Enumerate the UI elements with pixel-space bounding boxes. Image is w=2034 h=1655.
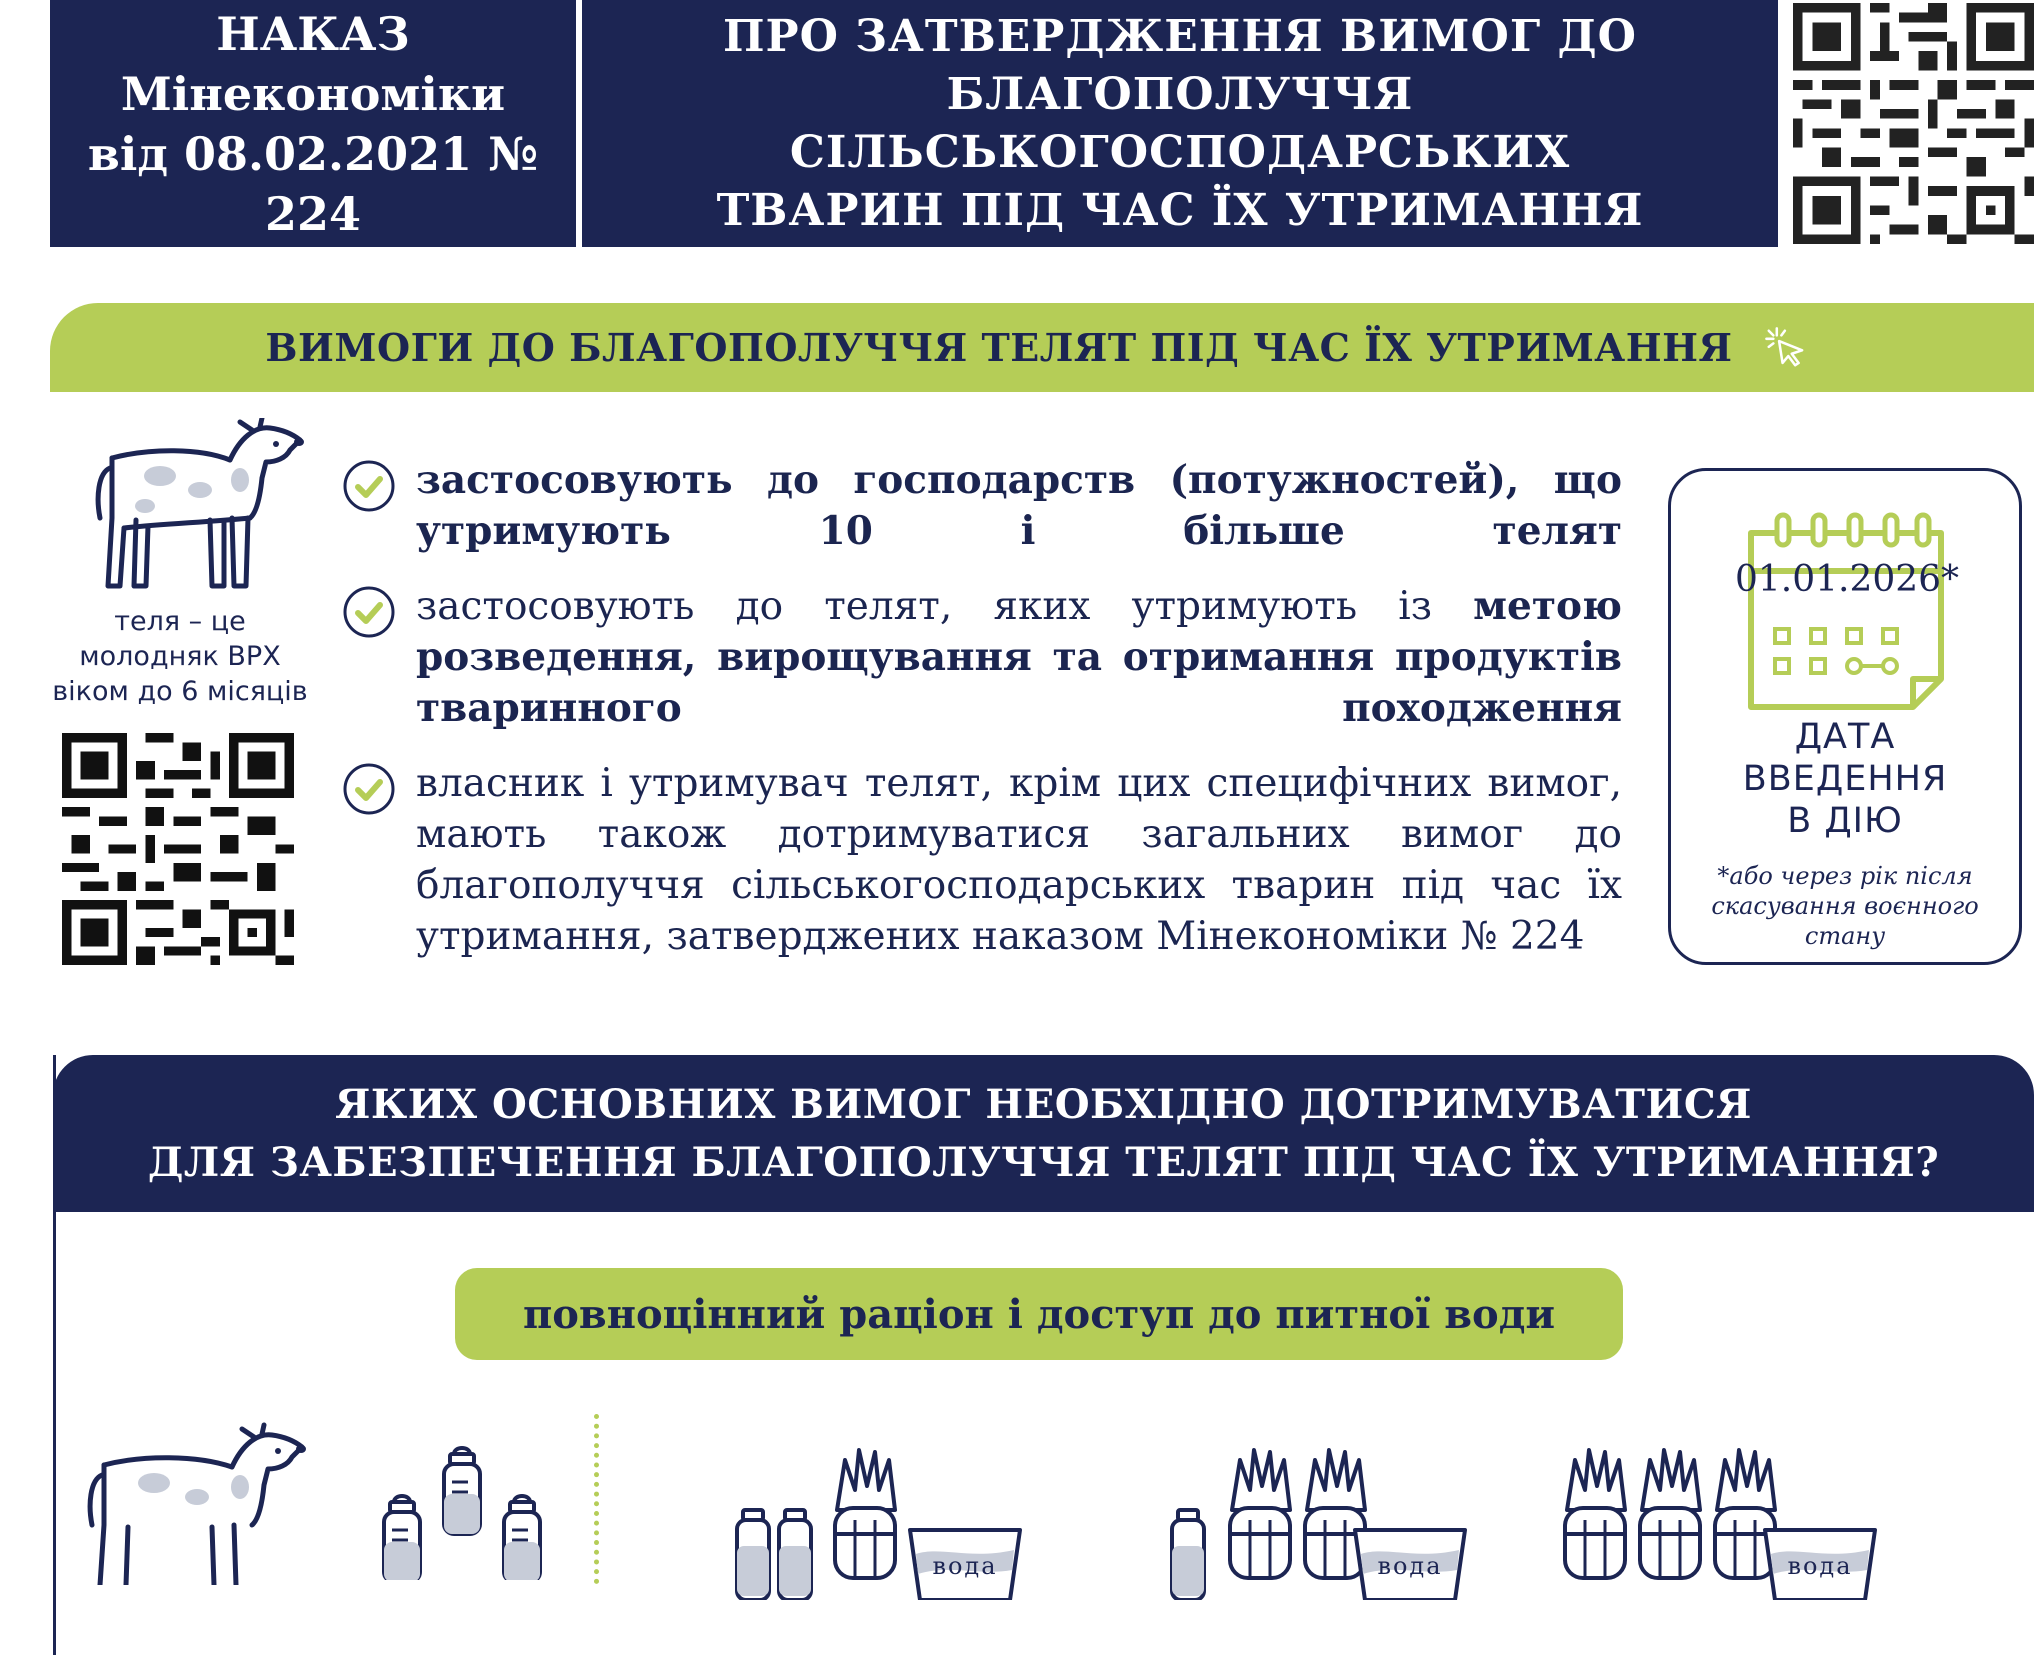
calf-definition-line-1: теля – це	[114, 606, 246, 637]
list-item	[340, 455, 1622, 557]
calendar-icon	[1741, 511, 1951, 716]
question-line-1: ЯКИХ ОСНОВНИХ ВИМОГ НЕОБХІДНО ДОТРИМУВАТИСЯ	[335, 1080, 1752, 1128]
effective-date-label-line-1: ДАТА	[1794, 717, 1896, 757]
list-item	[340, 581, 1622, 734]
cursor-click-icon[interactable]	[1763, 325, 1809, 371]
effective-date-value: 01.01.2026*	[1734, 559, 1960, 600]
effective-date-note	[1671, 861, 2019, 951]
qr-code-icon[interactable]	[1793, 0, 2034, 247]
calf-definition-line-3: віком до 6 місяців	[52, 676, 308, 707]
feed-group-1	[725, 1440, 1025, 1600]
order-title: НАКАЗ	[216, 6, 410, 61]
requirement-2-emphasis: метою розведення, вирощування та отримання продуктів тваринного походження	[416, 583, 1622, 731]
milk-bottle-icon	[372, 1440, 552, 1580]
order-title-line-1: ПРО ЗАТВЕРДЖЕННЯ ВИМОГ ДО	[722, 10, 1637, 62]
diet-water-pill	[455, 1268, 1623, 1360]
section-banner	[50, 303, 2034, 392]
check-circle-icon	[342, 585, 396, 639]
effective-date-card	[1668, 468, 2022, 965]
effective-date-label-line-2: ВВЕДЕННЯ	[1742, 759, 1948, 799]
effective-date-label-line-3: В ДІЮ	[1787, 801, 1903, 841]
list-item	[340, 758, 1622, 962]
calf-icon	[82, 1415, 312, 1585]
effective-date-label	[1671, 716, 2019, 842]
effective-date-note-line-2: скасування воєнного стану	[1711, 892, 1979, 950]
check-circle-icon	[342, 762, 396, 816]
order-title-line-3: ТВАРИН ПІД ЧАС ЇХ УТРИМАННЯ	[716, 184, 1644, 236]
requirement-2-text: застосовують до телят, яких утримують із	[416, 584, 1474, 629]
water-label: вода	[1787, 1552, 1853, 1580]
question-header	[53, 1055, 2034, 1212]
calf-definition-line-2: молодняк ВРХ	[79, 641, 281, 672]
order-title-block	[582, 0, 1778, 247]
calf-icon	[90, 418, 310, 598]
feed-group-3	[1555, 1440, 1895, 1600]
check-circle-icon	[342, 459, 396, 513]
requirement-1-text: застосовують до господарств (потужностей), що утримують 10 і більше телят	[416, 457, 1622, 554]
order-info-block	[50, 0, 576, 247]
feed-group-2	[1160, 1440, 1480, 1600]
water-label: вода	[1377, 1552, 1443, 1580]
requirements-list	[340, 455, 1622, 986]
order-title-line-2: БЛАГОПОЛУЧЧЯ СІЛЬСЬКОГОСПОДАРСЬКИХ	[789, 68, 1571, 178]
question-line-2: ДЛЯ ЗАБЕЗПЕЧЕННЯ БЛАГОПОЛУЧЧЯ ТЕЛЯТ ПІД ЧАС ЇХ УТРИМАННЯ?	[147, 1138, 1940, 1186]
effective-date-note-line-1: *або через рік після	[1717, 862, 1973, 890]
water-label: вода	[932, 1552, 998, 1580]
requirement-3-text: власник і утримувач телят, крім цих специфічних вимог, мають також дотримуватися загальних вимог до благополуччя сільськогосподарських тварин під час їх утримання, затверджених наказом Мінекономіки № 224	[416, 761, 1622, 959]
divider-dotted	[594, 1414, 599, 1584]
calf-definition	[40, 604, 320, 709]
order-ministry: Мінекономіки	[120, 66, 506, 121]
qr-code-icon[interactable]	[62, 733, 294, 965]
section-banner-label: ВИМОГИ ДО БЛАГОПОЛУЧЧЯ ТЕЛЯТ ПІД ЧАС ЇХ УТРИМАННЯ	[265, 325, 1733, 370]
diet-water-label: повноцінний раціон і доступ до питної води	[522, 1290, 1556, 1338]
order-date-number: від 08.02.2021 № 224	[87, 126, 539, 241]
